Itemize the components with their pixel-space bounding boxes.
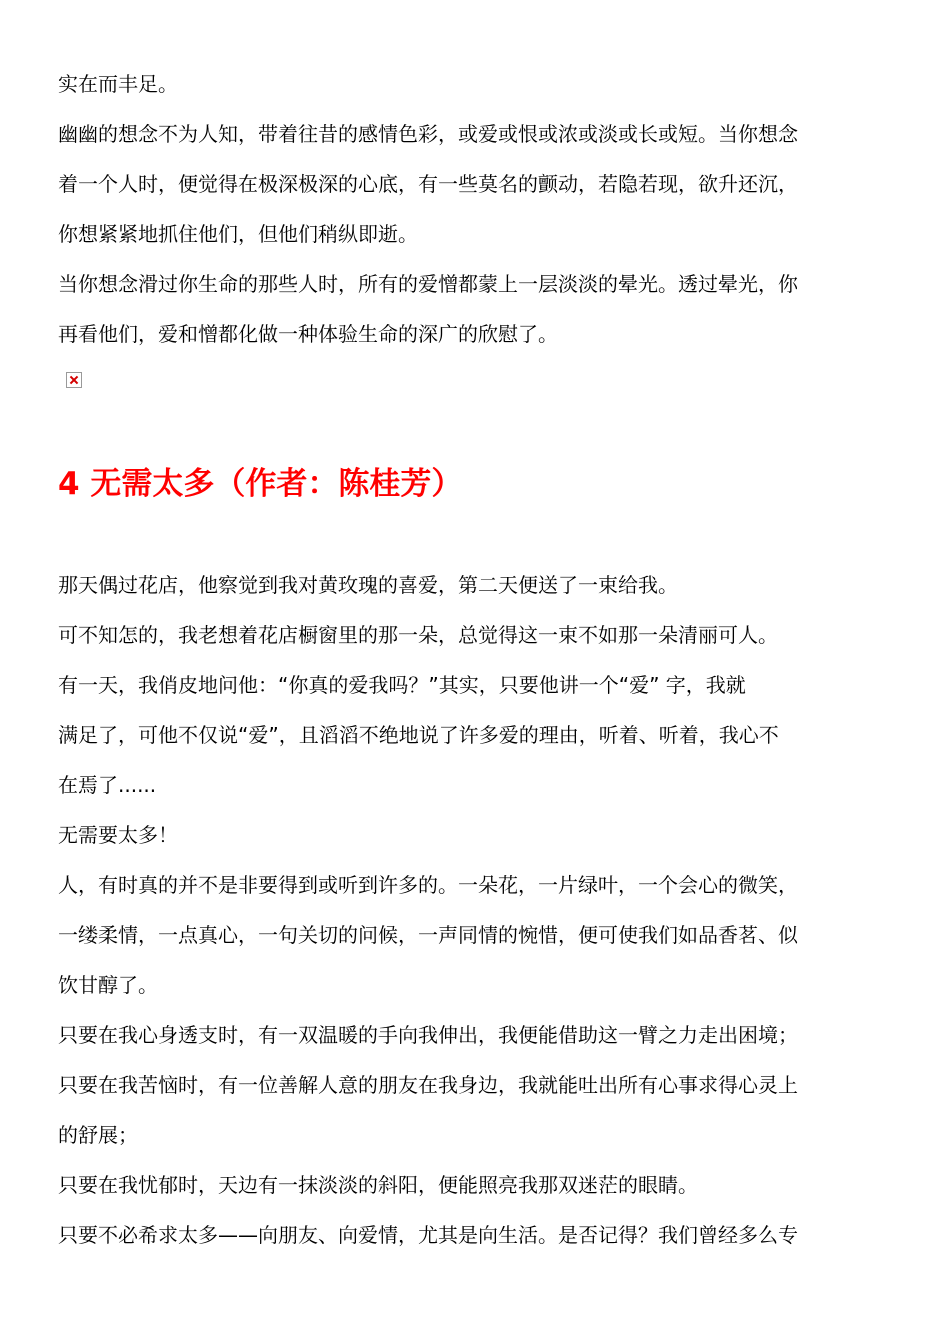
paragraph-line: 再看他们，爱和憎都化做一种体验生命的深广的欣慰了。 [58, 322, 558, 346]
paragraph-line: 一缕柔情，一点真心，一句关切的问候，一声同情的惋惜，便可使我们如品香茗、似 [58, 923, 798, 947]
paragraph-line: 的舒展； [58, 1123, 138, 1147]
paragraph-line: 你想紧紧地抓住他们，但他们稍纵即逝。 [58, 222, 418, 246]
paragraph-line: 无需要太多！ [58, 823, 178, 847]
broken-image-icon [66, 372, 82, 388]
paragraph-line: 人，有时真的并不是非要得到或听到许多的。一朵花，一片绿叶，一个会心的微笑， [58, 873, 798, 897]
paragraph-line: 饮甘醇了。 [58, 973, 158, 997]
paragraph-line: 当你想念滑过你生命的那些人时，所有的爱憎都蒙上一层淡淡的晕光。透过晕光，你 [58, 272, 798, 296]
paragraph-line: 那天偶过花店，他察觉到我对黄玫瑰的喜爱，第二天便送了一束给我。 [58, 573, 678, 597]
paragraph-line: 有一天，我俏皮地问他：“你真的爱我吗？”其实，只要他讲一个“爱” 字，我就 [58, 673, 746, 697]
paragraph-line: 在焉了...... [58, 773, 157, 797]
paragraph-line: 满足了，可他不仅说“爱”，且滔滔不绝地说了许多爱的理由，听着、听着，我心不 [58, 723, 779, 747]
paragraph-line: 只要在我苦恼时，有一位善解人意的朋友在我身边，我就能吐出所有心事求得心灵上 [58, 1073, 798, 1097]
paragraph-line: 着一个人时，便觉得在极深极深的心底，有一些莫名的颤动，若隐若现，欲升还沉， [58, 172, 798, 196]
paragraph-line: 只要不必希求太多——向朋友、向爱情，尤其是向生活。是否记得？我们曾经多么专 [58, 1223, 798, 1247]
paragraph-line: 可不知怎的，我老想着花店橱窗里的那一朵，总觉得这一束不如那一朵清丽可人。 [58, 623, 778, 647]
section-title: 4 无需太多（作者：陈桂芳） [58, 466, 463, 502]
paragraph-line: 只要在我心身透支时，有一双温暖的手向我伸出，我便能借助这一臂之力走出困境； [58, 1023, 798, 1047]
paragraph-line: 实在而丰足。 [58, 72, 178, 96]
paragraph-line: 只要在我忧郁时，天边有一抹淡淡的斜阳，便能照亮我那双迷茫的眼睛。 [58, 1173, 698, 1197]
paragraph-line: 幽幽的想念不为人知，带着往昔的感情色彩，或爱或恨或浓或淡或长或短。当你想念 [58, 122, 798, 146]
